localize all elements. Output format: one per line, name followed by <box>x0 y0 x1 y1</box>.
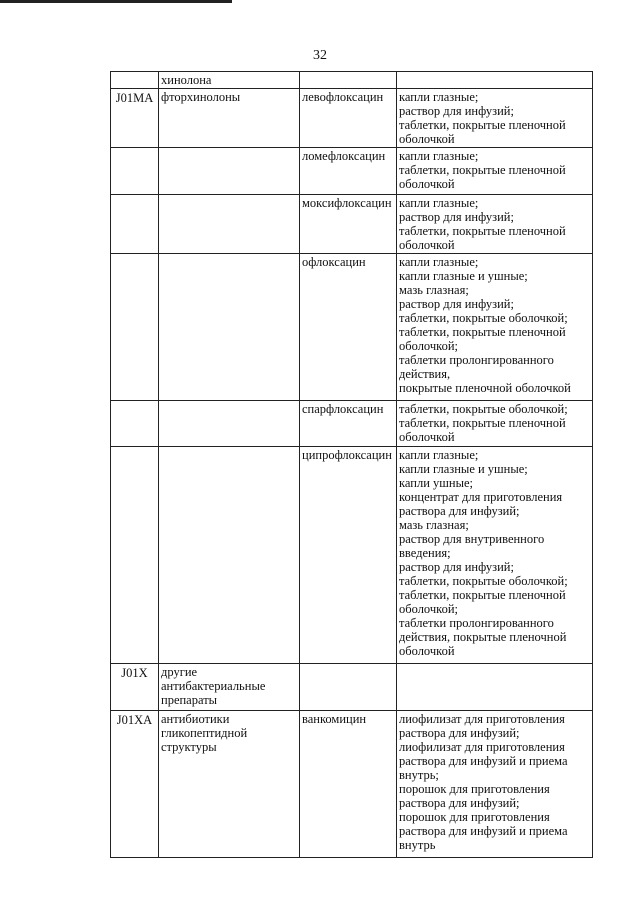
atc-code <box>111 401 159 447</box>
table-row <box>111 72 593 89</box>
page-number: 32 <box>313 48 327 63</box>
top-rule <box>0 0 232 3</box>
table-row <box>111 711 593 858</box>
drug-name: моксифлоксацин <box>300 195 397 254</box>
atc-code <box>111 72 159 89</box>
atc-code <box>111 148 159 195</box>
atc-code <box>111 254 159 401</box>
drug-name: ванкомицин <box>300 711 397 858</box>
drug-group: антибиотики гликопептидной структуры <box>159 711 300 858</box>
table-row <box>111 195 593 254</box>
drug-name: офлоксацин <box>300 254 397 401</box>
atc-code: J01X <box>111 664 159 711</box>
dosage-forms <box>397 72 593 89</box>
dosage-forms: капли глазные; капли глазные и ушные; капли ушные; концентрат для приготовления раствора для инфузий; мазь глазная; раствор для внутривенного введения; раствор для инфузий; таблетки, покрытые оболочкой; таблетки, покрытые пленочной оболочкой; таблетки пролонгированного действия, покрытые пленочной оболочкой <box>397 447 593 664</box>
drug-name <box>300 664 397 711</box>
table-row <box>111 447 593 664</box>
drug-group <box>159 401 300 447</box>
dosage-forms: лиофилизат для приготовления раствора для инфузий; лиофилизат для приготовления раствора для инфузий и приема внутрь; порошок для приготовления раствора для инфузий; порошок для приготовления раствора для инфузий и приема внутрь <box>397 711 593 858</box>
drug-name: ципрофлоксацин <box>300 447 397 664</box>
drug-table <box>110 71 593 858</box>
dosage-forms: капли глазные; капли глазные и ушные; мазь глазная; раствор для инфузий; таблетки, покрытые оболочкой; таблетки, покрытые пленочной оболочкой; таблетки пролонгированного действия, покрытые пленочной оболочкой <box>397 254 593 401</box>
drug-group: фторхинолоны <box>159 89 300 148</box>
drug-group <box>159 447 300 664</box>
dosage-forms: капли глазные; таблетки, покрытые пленочной оболочкой <box>397 148 593 195</box>
atc-code <box>111 195 159 254</box>
drug-group <box>159 254 300 401</box>
table-row <box>111 254 593 401</box>
dosage-forms: капли глазные; раствор для инфузий; таблетки, покрытые пленочной оболочкой <box>397 89 593 148</box>
drug-name: спарфлоксацин <box>300 401 397 447</box>
dosage-forms: таблетки, покрытые оболочкой; таблетки, покрытые пленочной оболочкой <box>397 401 593 447</box>
drug-group: другие антибактериальные препараты <box>159 664 300 711</box>
dosage-forms: капли глазные; раствор для инфузий; таблетки, покрытые пленочной оболочкой <box>397 195 593 254</box>
atc-code <box>111 447 159 664</box>
table-row <box>111 664 593 711</box>
drug-name <box>300 72 397 89</box>
dosage-forms <box>397 664 593 711</box>
table-row <box>111 401 593 447</box>
atc-code: J01XA <box>111 711 159 858</box>
table-row <box>111 148 593 195</box>
drug-group: хинолона <box>159 72 300 89</box>
table-row <box>111 89 593 148</box>
atc-code: J01MA <box>111 89 159 148</box>
drug-group <box>159 195 300 254</box>
drug-name: ломефлоксацин <box>300 148 397 195</box>
drug-name: левофлоксацин <box>300 89 397 148</box>
drug-group <box>159 148 300 195</box>
